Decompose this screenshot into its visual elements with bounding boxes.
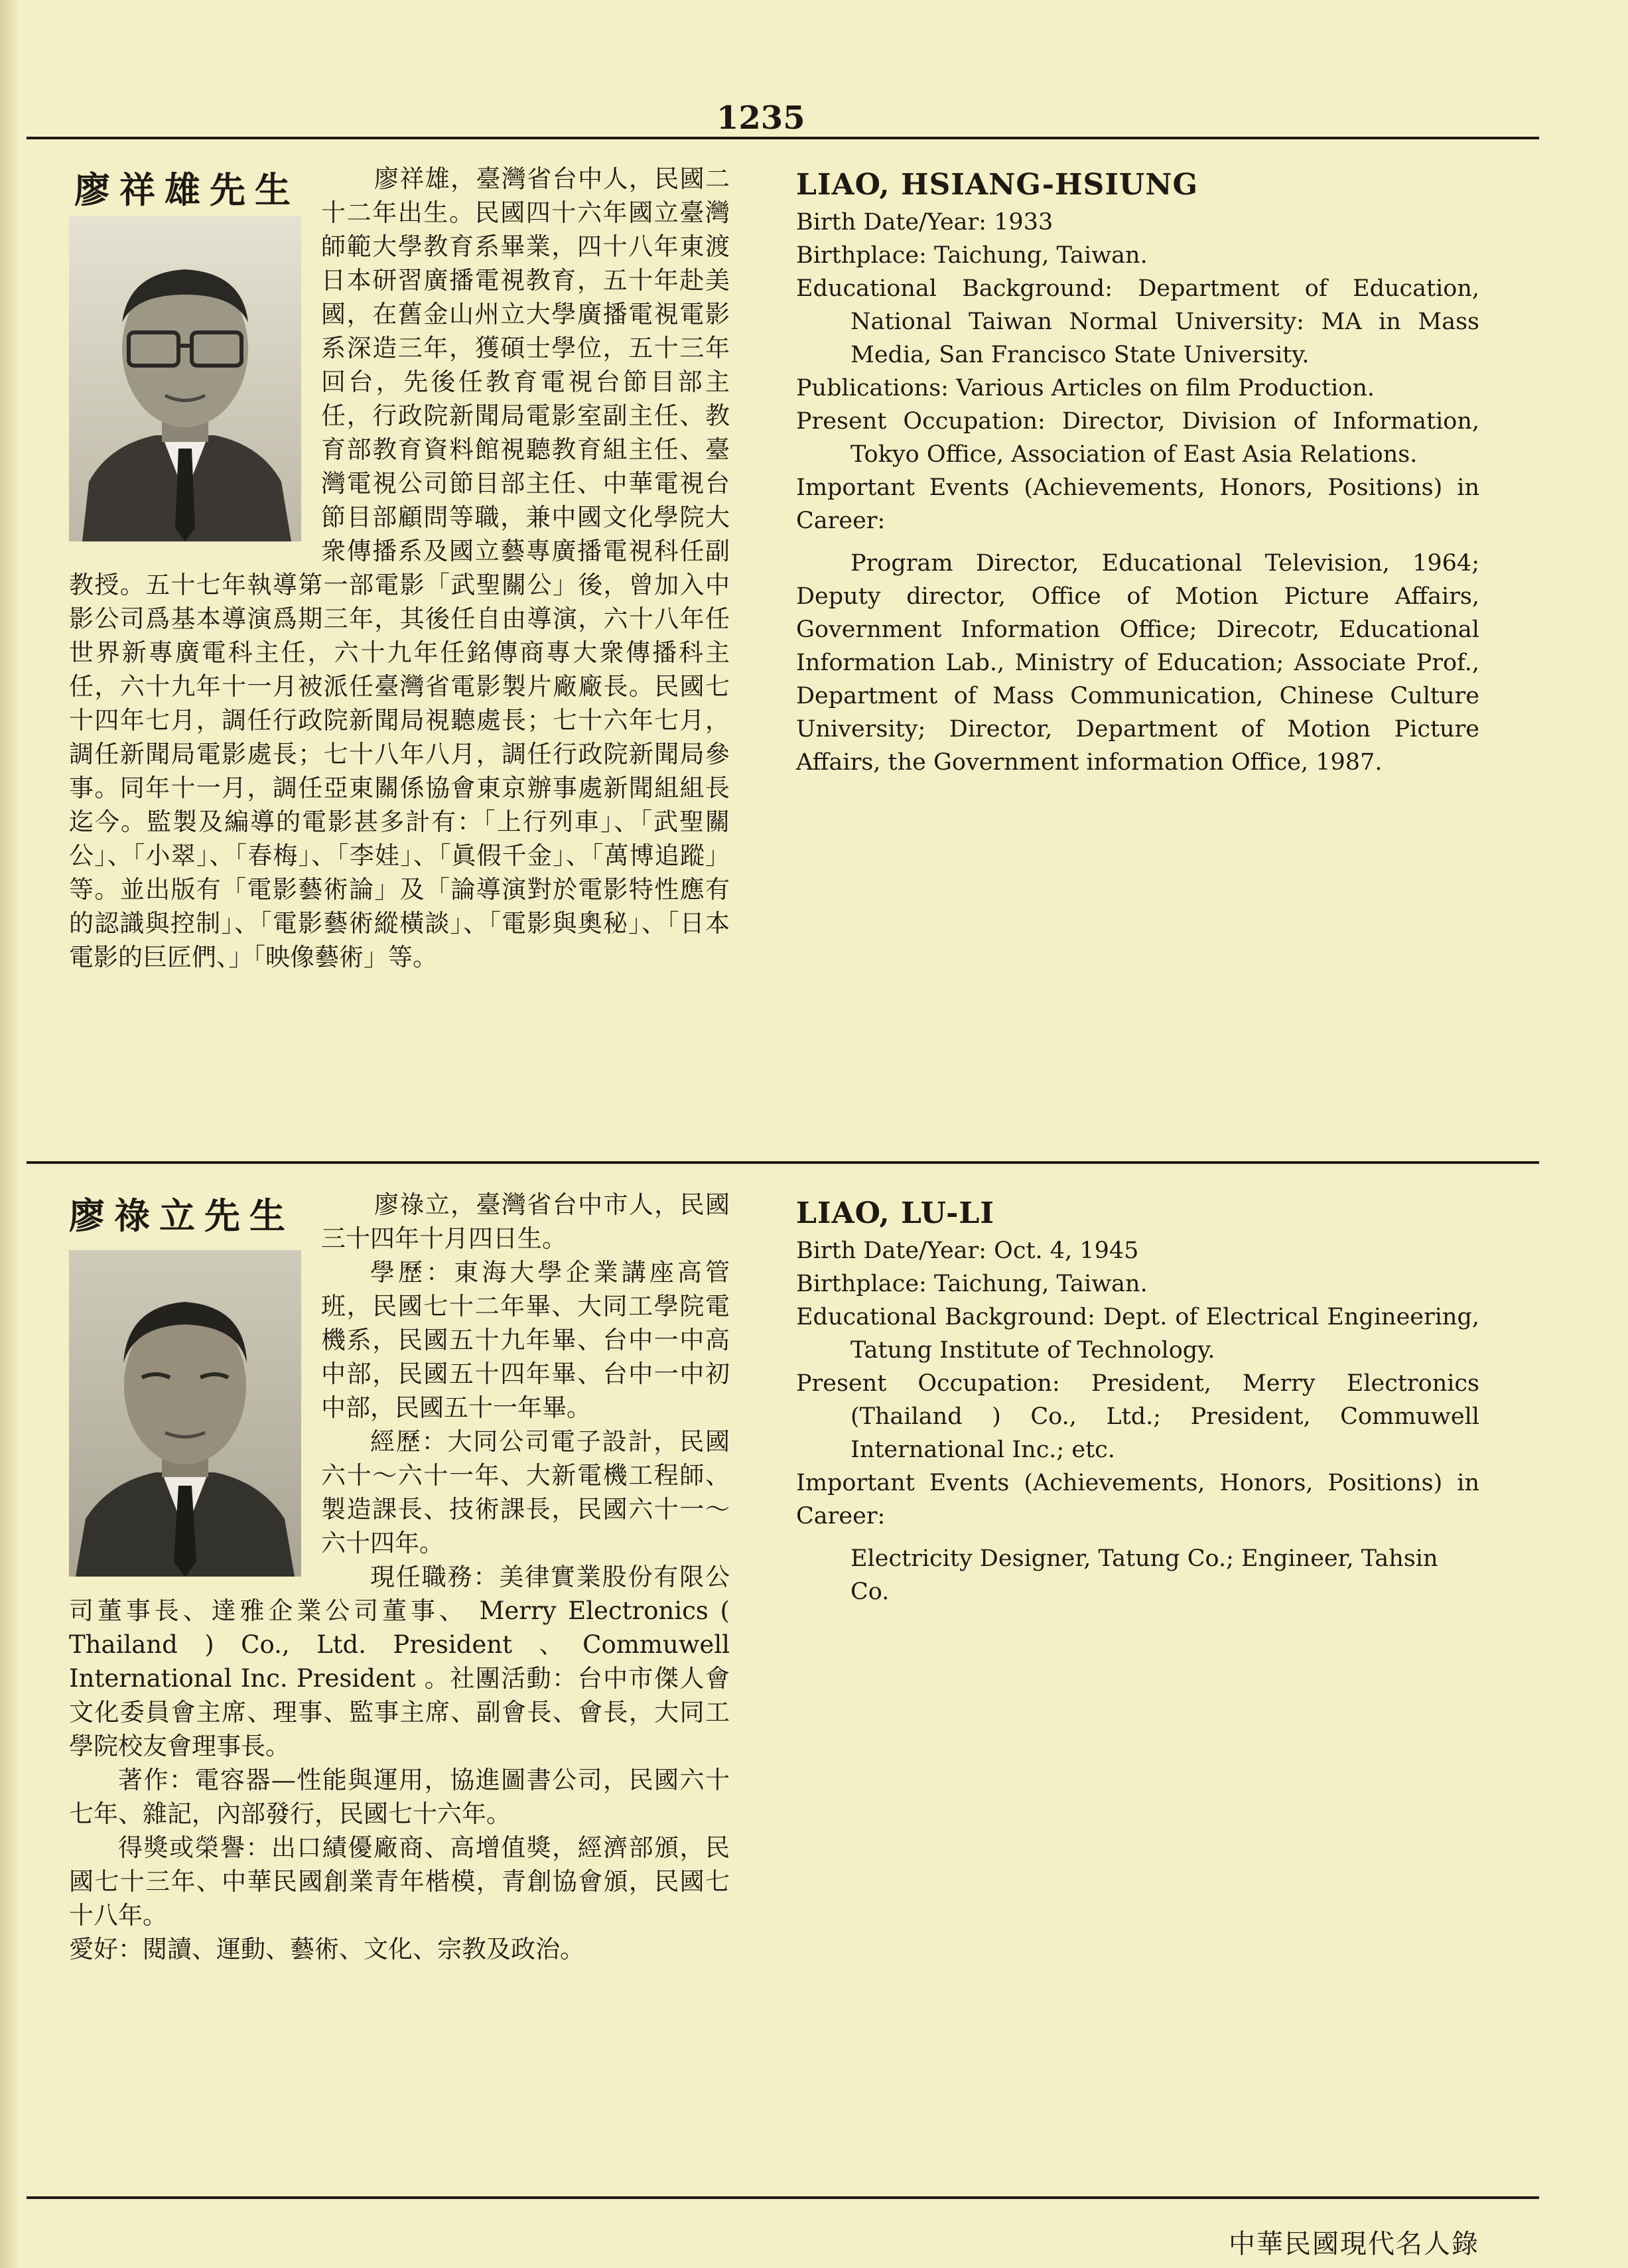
entry-2-occupation: Present Occupation: President, Merry Electronics (Thailand ) Co., Ltd.; President, Commuwell International Inc.; etc. [796, 1370, 1479, 1463]
entry-2-education-zh: 學歷：東海大學企業講座高管班，民國七十二年畢、大同工學院電機系，民國五十九年畢、台中一中高中部，民國五十四年畢、台中一中初中部，民國五十一年畢。 [321, 1258, 730, 1422]
entry-2-bio-intro: 廖祿立，臺灣省台中市人，民國三十四年十月四日生。 [321, 1190, 730, 1253]
entry-1-bio-en [796, 166, 1479, 779]
entry-2-events: Electricity Designer, Tatung Co.; Engineer, Tahsin Co. [850, 1545, 1438, 1605]
footer-rule [27, 2196, 1539, 2199]
entry-2-birth-date: Birth Date/Year: Oct. 4, 1945 [796, 1238, 1139, 1264]
entry-2-experience-zh: 經歷：大同公司電子設計，民國六十～六十一年、大新電機工程師、製造課長、技術課長，民國六十一～六十四年。 [321, 1427, 730, 1557]
entry-2-birthplace: Birthplace: Taichung, Taiwan. [796, 1271, 1148, 1297]
entry-1-publications: Publications: Various Articles on film Production. [796, 375, 1375, 401]
entry-1-bio-zh: 廖祥雄，臺灣省台中人，民國二十二年出生。民國四十六年國立臺灣師範大學教育系畢業，四十八年東渡日本研習廣播電視教育，五十年赴美國，在舊金山州立大學廣播電視電影系深造三年，獲碩士學位，五十三年回台，先後任教育電視台節目部主任，行政院新聞局電影室副主任、教育部教育資料館視聽教育組主任、臺灣電視公司節目部主任、中華電視台節目部顧問等職，兼中國文化學院大衆傳播系及國立藝專廣播電視科任副教授。五十七年執導第一部電影「武聖關公」後，曾加入中影公司爲基本導演爲期三年，其後任自由導演，六十八年任世界新專廣電科主任，六十九年任銘傳商專大衆傳播科主任，六十九年十一月被派任臺灣省電影製片廠廠長。民國七十四年七月，調任行政院新聞局視聽處長；七十六年七月，調任新聞局電影處長；七十八年八月，調任行政院新聞局參事。同年十一月，調任亞東關係協會東京辦事處新聞組組長迄今。監製及編導的電影甚多計有：「上行列車」、「武聖關公」、「小翠」、「春梅」、「李娃」、「眞假千金」、「萬博追蹤」等。並出版有「電影藝術論」及「論導演對於電影特性應有的認識與控制」、「電影藝術縱橫談」、「電影與奧秘」、「日本電影的巨匠們、」「映像藝術」等。 [69, 165, 730, 971]
entry-1-events: Program Director, Educational Television, 1964; Deputy director, Office of Motion Picture Affairs, Government Information Office; Direcotr, Educational Information Lab., Ministry of Education; Associate Prof., Department of Mass Communication, Chinese Culture University; Director, Department of Motion Picture Affairs, the Government information Office, 1987. [796, 550, 1479, 776]
entry-2-name-en: LIAO, LU-LI [796, 1196, 994, 1230]
entry-2-hobbies-zh: 愛好：閱讀、運動、藝術、文化、宗教及政治。 [69, 1935, 584, 1963]
page-number: 1235 [716, 100, 805, 137]
entry-2-name-zh: 廖祿立先生 [69, 1194, 295, 1237]
entry-1-name-zh: 廖祥雄先生 [74, 169, 300, 211]
entry-2-current-position-zh: 現任職務：美律實業股份有限公司董事長、達雅企業公司董事、 Merry Electronics ( Thailand ) Co., Ltd. President 、Commuwell International Inc. President 。社團活動：台中市傑人會文化委員會主席、理事、監事主席、副會長、會長，大同工學院校友會理事長。 [69, 1563, 730, 1760]
entry-2-publications-zh: 著作：電容器—性能與運用，協進圖書公司，民國六十七年、雜記，內部發行，民國七十六年。 [69, 1766, 730, 1828]
entry-1-birthplace: Birthplace: Taichung, Taiwan. [796, 242, 1148, 269]
entry-1-name-en: LIAO, HSIANG-HSIUNG [796, 168, 1199, 202]
entry-1-occupation: Present Occupation: Director, Division of Information, Tokyo Office, Association of East Asia Relations. [796, 408, 1479, 468]
entry-1-birth-date: Birth Date/Year: 1933 [796, 209, 1053, 236]
header-rule [27, 137, 1539, 139]
page-gutter [0, 0, 20, 2268]
entry-2-bio-zh [69, 1188, 730, 1966]
entry-2-events-heading: Important Events (Achievements, Honors, Positions) in Career: [796, 1470, 1479, 1529]
entry-2-bio-en [796, 1194, 1479, 1608]
section-divider [27, 1161, 1539, 1164]
entry-1-education: Educational Background: Department of Education, National Taiwan Normal University: MA in Mass Media, San Francisco State University. [796, 275, 1479, 368]
footer-book-title: 中華民國現代名人錄 [1229, 2229, 1479, 2259]
entry-1-events-heading: Important Events (Achievements, Honors, Positions) in Career: [796, 474, 1479, 534]
entry-2-awards-zh: 得獎或榮譽：出口績優廠商、高增值獎，經濟部頒，民國七十三年、中華民國創業青年楷模，青創協會頒，民國七十八年。 [69, 1833, 730, 1930]
entry-2-education: Educational Background: Dept. of Electrical Engineering, Tatung Institute of Technology. [796, 1304, 1479, 1364]
